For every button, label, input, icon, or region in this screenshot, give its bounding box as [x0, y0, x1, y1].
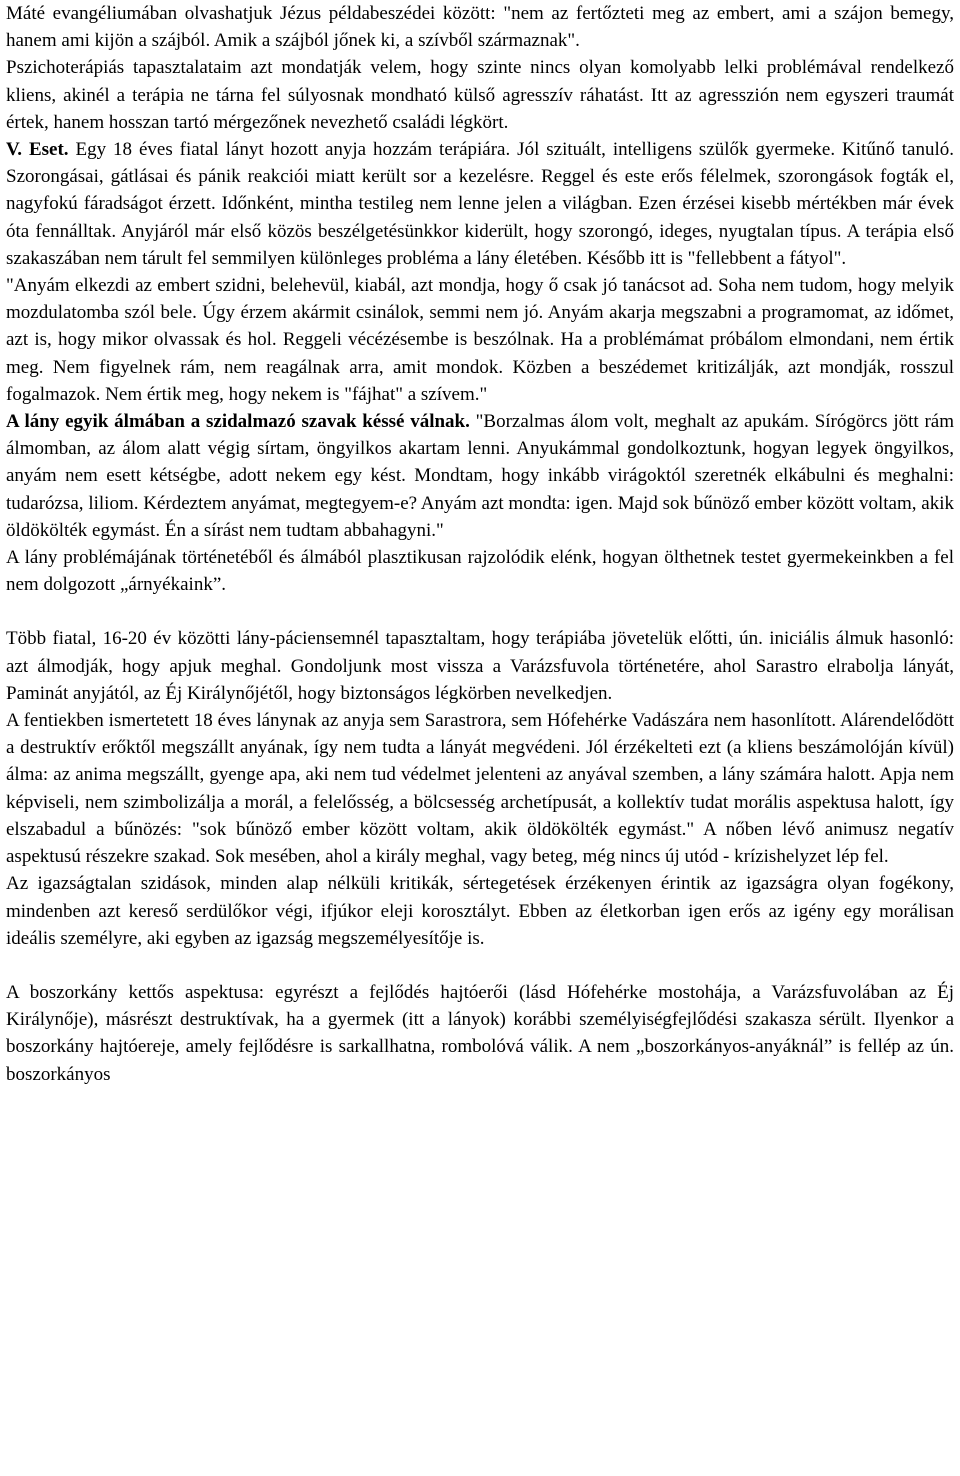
paragraph-p4: [6, 272, 954, 408]
paragraph-p10: [6, 979, 954, 1088]
paragraph-spacer: [6, 952, 954, 979]
text-segment: A lány problémájának történetéből és álmából plasztikusan rajzolódik elénk, hogyan ölthetnek testet gyermekeinkben a fel nem dolgozott „árnyékaink”.: [6, 547, 954, 596]
paragraph-p2: [6, 54, 954, 136]
paragraph-p9: [6, 870, 954, 952]
paragraph-p1: [6, 0, 954, 54]
text-segment: A boszorkány kettős aspektusa: egyrészt a fejlődés hajtóerői (lásd Hófehérke mostohája, a Varázsfuvolában az Éj Királynője), másrészt destruktívak, ha a gyermek (itt a lányok) korábbi személyiségfejlődési szakasza sérült. Ilyenkor a boszorkány hajtóereje, amely fejlődésre is sarkallhatna, rombolóvá válik. A nem „boszorkányos-anyáknál” is fellép az ún. boszorkányos: [6, 981, 954, 1085]
text-segment: Az igazságtalan szidások, minden alap nélküli kritikák, sértegetések érzékenyen érintik az igazságra olyan fogékony, mindenben azt kereső serdülőkor végi, ifjúkor eleji korosztályt. Ebben az életkorban igen erős az igény egy morálisan ideális személyre, aki egyben az igazság megszemélyesítője is.: [6, 873, 954, 949]
text-segment: Egy 18 éves fiatal lányt hozott anyja hozzám terápiára. Jól szituált, intelligens szülők gyermeke. Kitűnő tanuló. Szorongásai, gátlásai és pánik reakciói miatt került sor a kezelésre. Reggel és este erős félelmek, szorongások fogták el, nagyfokú fáradságot érzett. Időnként, mintha testileg nem lenne jelen a világban. Ezen érzései kisebb mértékben már évek óta fennálltak. Anyjáról már első közös beszélgetésünkkor kiderült, hogy szorongó, ideges, nyugtalan típus. A terápia első szakaszában nem tárult fel semmilyen különleges probléma a lány életében. Később itt is "fellebbent a fátyol".: [6, 139, 955, 269]
text-segment: "Borzalmas álom volt, meghalt az apukám. Sírógörcs jött rám álmomban, az álom alatt végig sírtam, öngyilkos akartam lenni. Anyukámmal gondolkoztunk, hogyan legyek öngyilkos, anyám nem esett kétségbe, adott nekem egy kést. Mondtam, hogy inkább virágoktól szeretnék elkábulni és meghalni: tudarózsa, liliom. Kérdeztem anyámat, megtegyem-e? Anyám azt mondta: igen. Majd sok bűnöző ember között voltam, akik öldökölték egymást. Én a sírást nem tudtam abbahagyni.": [6, 411, 954, 541]
bold-text-segment: A lány egyik álmában a szidalmazó szavak késsé válnak.: [6, 411, 470, 433]
paragraph-spacer: [6, 598, 954, 625]
paragraph-p5: [6, 408, 954, 544]
text-segment: A fentiekben ismertetett 18 éves lánynak az anyja sem Sarastrora, sem Hófehérke Vadászára nem hasonlított. Alárendelődött a destruktív erőktől megszállt anyának, így nem tudta a lányát megvédeni. Jól érzékelteti ezt (a kliens beszámolóján kívül) álma: az anima megszállt, gyenge apa, aki nem tud védelmet jelenteni az anyával szemben, a lány számára halott. Apja nem képviseli, nem szimbolizálja a morál, a felelősség, a bölcsesség archetípusát, a kollektív tudat morális aspektusa halott, így elszabadul a bűnözés: "sok bűnöző ember között voltam, akik öldökölték egymást." A nőben lévő animusz negatív aspektusú részekre szakad. Sok mesében, ahol a király meghal, vagy beteg, még nincs új utód - krízishelyzet lép fel.: [6, 710, 954, 868]
bold-text-segment: V. Eset.: [6, 139, 69, 161]
paragraph-p6: [6, 544, 954, 598]
text-segment: Pszichoterápiás tapasztalataim azt mondatják velem, hogy szinte nincs olyan komolyabb lelki problémával rendelkező kliens, akinél a terápia ne tárna fel súlyosnak mondható külső agresszív ráhatást. Itt az agresszión nem egyszeri traumát értek, hanem hosszan tartó mérgezőnek nevezhető családi légkört.: [6, 57, 954, 133]
paragraph-p8: [6, 707, 954, 870]
text-segment: Több fiatal, 16-20 év közötti lány-páciensemnél tapasztaltam, hogy terápiába jövetelük előtti, ún. iniciális álmuk hasonló: azt álmodják, hogy apjuk meghal. Gondoljunk most vissza a Varázsfuvola történetére, ahol Sarastro elrabolja lányát, Paminát anyjától, az Éj Királynőjétől, hogy biztonságos légkörben nevelkedjen.: [6, 628, 954, 704]
text-segment: "Anyám elkezdi az embert szidni, belehevül, kiabál, azt mondja, hogy ő csak jó tanácsot ad. Soha nem tudom, hogy melyik mozdulatomba szól bele. Úgy érzem akármit csinálok, semmi nem jó. Anyám akarja megszabni a programomat, az időmet, azt is, hogy mikor olvassak és hol. Reggeli vécézésembe is beszólnak. Ha a problémámat próbálom elmondani, nem értik meg. Nem figyelnek rám, nem reagálnak arra, amit mondok. Közben a beszédemet kritizálják, azt mondják, rosszul fogalmazok. Nem értik meg, hogy nekem is "fájhat" a szívem.": [6, 275, 954, 405]
paragraph-p7: [6, 625, 954, 707]
text-segment: Máté evangéliumában olvashatjuk Jézus példabeszédei között: "nem az fertőzteti meg az embert, ami a szájon bemegy, hanem ami kijön a szájból. Amik a szájból jőnek ki, a szívből származnak".: [6, 3, 954, 52]
paragraph-p3: [6, 136, 954, 272]
